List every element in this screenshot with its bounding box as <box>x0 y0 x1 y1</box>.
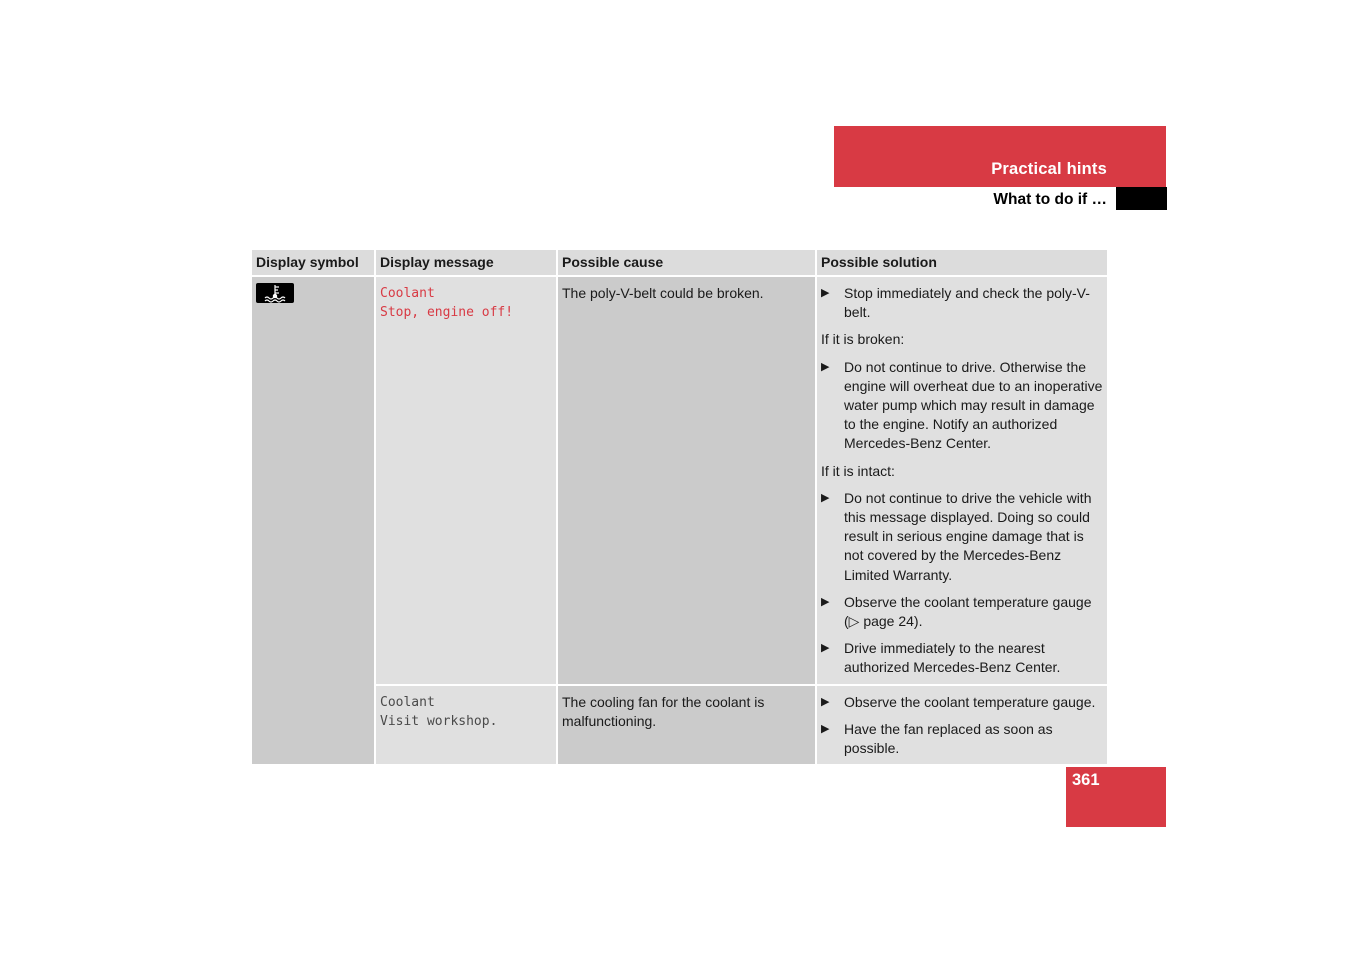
arrow-bullet-icon: ▶ <box>821 722 830 735</box>
header-display-symbol: Display symbol <box>252 250 375 276</box>
possible-solution-cell <box>816 276 1107 685</box>
page-number: 361 <box>1072 771 1100 789</box>
subsection-marker <box>1116 187 1167 210</box>
arrow-bullet-icon: ▶ <box>821 360 830 373</box>
solution-condition: If it is intact: <box>821 462 895 479</box>
possible-solution-cell <box>816 685 1107 765</box>
solution-condition: If it is broken: <box>821 331 905 348</box>
arrow-bullet-icon: ▶ <box>821 491 830 504</box>
possible-cause-cell: The cooling fan for the coolant is malfunctioning. <box>557 685 816 765</box>
display-message-cell <box>375 685 557 765</box>
hints-table <box>252 250 1107 764</box>
display-symbol-cell <box>252 276 375 764</box>
section-title: Practical hints <box>991 160 1107 178</box>
solution-step: ▶ Observe the coolant temperature gauge. <box>821 693 1103 712</box>
display-message-line: Stop, engine off! <box>380 305 514 321</box>
solution-step: ▶ Observe the coolant temperature gauge (▷ page 24). <box>821 593 1092 630</box>
arrow-bullet-icon: ▶ <box>821 595 830 608</box>
coolant-temperature-icon <box>256 283 294 303</box>
solution-step: ▶ Have the fan replaced as soon as possible. <box>821 720 1053 757</box>
header-display-message: Display message <box>375 250 557 276</box>
subsection-title: What to do if … <box>993 191 1107 208</box>
header-possible-solution: Possible solution <box>816 250 1107 276</box>
display-message-cell <box>375 276 557 685</box>
display-message-line: Coolant <box>380 694 435 710</box>
solution-step: ▶ Do not continue to drive the vehicle with this message displayed. Doing so could result in serious engine damage that is not covered by the Mercedes-Benz Limited Warranty. <box>821 489 1092 583</box>
arrow-bullet-icon: ▶ <box>821 695 830 708</box>
header-possible-cause: Possible cause <box>557 250 816 276</box>
solution-step: ▶ Do not continue to drive. Otherwise the engine will overheat due to an inoperative water pump which may result in damage to the engine. Notify an authorized Mercedes-Benz Center. <box>821 358 1103 452</box>
display-message-line: Coolant <box>380 286 435 301</box>
table-header-row <box>252 250 1107 276</box>
display-message-line: Visit workshop. <box>380 713 498 729</box>
table-row <box>252 685 1107 765</box>
arrow-bullet-icon: ▶ <box>821 287 830 299</box>
arrow-bullet-icon: ▶ <box>821 642 830 655</box>
solution-step: ▶ Stop immediately and check the poly-V-belt. <box>821 285 1090 321</box>
possible-cause-cell: The poly-V-belt could be broken. <box>557 276 816 685</box>
solution-step: ▶ Drive immediately to the nearest authorized Mercedes-Benz Center. <box>821 640 1061 676</box>
table-row <box>252 276 1107 685</box>
